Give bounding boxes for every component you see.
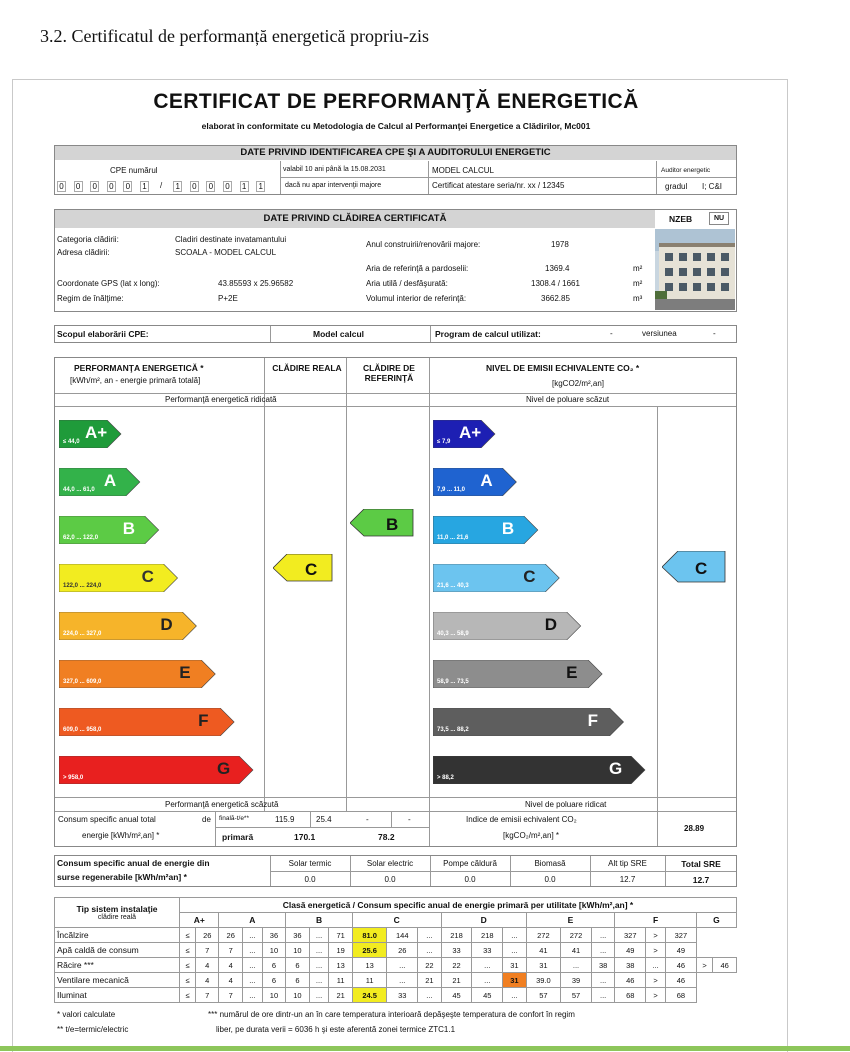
cpe-digit: 0: [206, 181, 215, 192]
system-cell: ≤: [180, 928, 196, 943]
emissions-unit: [kgCO2/m²,an]: [552, 379, 605, 388]
cpe-digit: /: [159, 181, 163, 190]
system-cell: 4: [196, 958, 219, 973]
performance-title: PERFORMANŢA ENERGETICĂ *: [74, 363, 204, 373]
system-row: [55, 928, 737, 943]
system-cell: ...: [418, 928, 441, 943]
useful-area-value: 1308.4 / 1661: [531, 279, 580, 288]
height-label: Regim de înălţime:: [57, 294, 124, 303]
class-letter: D: [160, 615, 173, 634]
class-range: 40,3 ... 58,9: [437, 631, 469, 637]
final-real-thermal: 115.9: [275, 815, 295, 824]
system-cell: ...: [591, 943, 614, 958]
class-letter: A: [480, 471, 493, 490]
system-cell: ...: [561, 958, 592, 973]
building-photo: [655, 229, 735, 310]
scope-box: [54, 325, 737, 343]
system-row: [55, 943, 737, 958]
system-cell: ...: [591, 988, 614, 1003]
final-ref-electric: -: [408, 815, 411, 824]
top-left-label: Performanţă energetică ridicată: [165, 395, 277, 404]
system-cell: 39: [561, 973, 592, 988]
consumption-label-2: energie [kWh/m²,an] *: [82, 831, 160, 840]
energy-class-a: [59, 468, 141, 496]
height-value: P+2E: [218, 294, 238, 303]
system-row: [55, 973, 737, 988]
system-cell: 6: [286, 958, 309, 973]
system-consumption-table: [54, 897, 737, 1003]
class-letter: E: [566, 663, 578, 682]
system-cell: 10: [286, 988, 309, 1003]
system-cell: 21: [418, 973, 441, 988]
cpe-number-label: CPE numărul: [110, 166, 158, 175]
system-cell: ...: [472, 958, 503, 973]
floor-area-unit: m²: [633, 264, 643, 273]
system-name: Răcire ***: [55, 958, 180, 973]
system-cell: 71: [329, 928, 352, 943]
gps-value: 43.85593 x 25.96582: [218, 279, 294, 288]
emission-class-f: [433, 708, 625, 736]
system-cell: 6: [262, 958, 285, 973]
system-cell: >: [646, 973, 666, 988]
system-cell: 327: [665, 928, 696, 943]
renewable-value: 0.0: [544, 875, 556, 884]
cpe-digit: 0: [74, 181, 83, 192]
system-cell: 10: [262, 988, 285, 1003]
class-letter: C: [523, 567, 536, 586]
class-range: 44,0 ... 61,0: [63, 487, 95, 493]
energy-class-f: [59, 708, 235, 736]
system-cell: ...: [242, 928, 262, 943]
year-label: Anul construirii/renovării majore:: [366, 240, 481, 249]
system-cell: 26: [387, 943, 418, 958]
energy-class-b: [59, 516, 160, 544]
cpe-digit: 0: [190, 181, 199, 192]
system-cell: 57: [526, 988, 560, 1003]
class-range: 327,0 ... 609,0: [63, 679, 102, 685]
system-cell: 31: [503, 958, 526, 973]
class-range: 122,0 ... 224,0: [63, 583, 102, 589]
class-letter: A+: [459, 423, 482, 442]
system-cell: 33: [472, 943, 503, 958]
system-cell: ...: [646, 958, 666, 973]
system-cell: 33: [387, 988, 418, 1003]
system-cell: ≤: [180, 988, 196, 1003]
system-cell: 327: [615, 928, 646, 943]
system-cell: 11: [329, 973, 352, 988]
final-real-electric: 25.4: [316, 815, 332, 824]
system-cell: 11: [352, 973, 386, 988]
system-cell: ...: [418, 943, 441, 958]
emission-class-g: [433, 756, 646, 784]
note-thermal-electric: ** t/e=termic/electric: [57, 1025, 129, 1034]
emissions-index-unit: [kgCO₂/m²,an] *: [503, 831, 560, 840]
class-letter: D: [544, 615, 557, 634]
emissions-index-value: 28.89: [684, 824, 705, 833]
renewable-label-1: Consum specific anual de energie din: [57, 858, 210, 868]
system-cell: 46: [615, 973, 646, 988]
system-cell: 33: [441, 943, 472, 958]
real-class-indicator: C: [273, 554, 333, 582]
gps-label: Coordonate GPS (lat x long):: [57, 279, 160, 288]
bottom-left-label: Performanţă energetică scăzută: [165, 800, 279, 809]
auditor-cert: Certificat atestare seria/nr. xx / 12345: [432, 181, 565, 190]
energy-class-aplus: [59, 420, 122, 448]
class-column-header: E: [526, 913, 615, 928]
system-cell: >: [646, 928, 666, 943]
system-cell: ...: [387, 973, 418, 988]
system-cell: ...: [503, 943, 526, 958]
system-cell: 7: [219, 943, 242, 958]
energy-class-d: [59, 612, 197, 640]
system-cell: 13: [329, 958, 352, 973]
system-cell: ...: [242, 958, 262, 973]
system-cell: ≤: [180, 973, 196, 988]
system-cell: >: [696, 958, 713, 973]
system-cell: 41: [526, 943, 560, 958]
volume-value: 3662.85: [541, 294, 570, 303]
auditor-label: Auditor energetic: [661, 167, 711, 174]
renewable-header: Alt tip SRE: [608, 859, 647, 868]
cpe-digit: 0: [57, 181, 66, 192]
system-cell: 144: [387, 928, 418, 943]
class-column-header: A+: [180, 913, 219, 928]
cpe-digit: 0: [90, 181, 99, 192]
system-cell: 31: [526, 958, 560, 973]
system-cell: 81.0: [352, 928, 386, 943]
system-cell: 21: [441, 973, 472, 988]
note-hours-2: liber, pe durata verii = 6036 h şi este aferentă zonei termice ZTC1.1: [216, 1025, 456, 1034]
grade-value: I; C&I: [702, 182, 723, 191]
emissions-index-label: Indice de emisii echivalent CO₂: [466, 815, 577, 824]
system-cell: ...: [387, 958, 418, 973]
energy-class-c: [59, 564, 179, 592]
class-letter: C: [141, 567, 154, 586]
floor-area-label: Aria de referinţă a pardoselii:: [366, 264, 469, 273]
system-cell: 10: [262, 943, 285, 958]
primary-energy-label: primară: [222, 832, 254, 842]
system-cell: 4: [196, 973, 219, 988]
consumption-label: Consum specific anual total: [58, 815, 156, 824]
class-range: 7,9 ... 11,0: [437, 487, 466, 493]
volume-unit: m³: [633, 294, 643, 303]
system-cell: 46: [665, 958, 696, 973]
class-letter: E: [179, 663, 191, 682]
certificate-title: CERTIFICAT DE PERFORMANŢĂ ENERGETICĂ: [153, 90, 639, 113]
system-cell: 45: [472, 988, 503, 1003]
primary-real-value: 170.1: [294, 832, 316, 842]
class-letter: B: [501, 519, 515, 538]
top-right-label: Nivel de poluare scăzut: [526, 395, 610, 404]
system-cell: 36: [286, 928, 309, 943]
class-letter: A+: [85, 423, 108, 442]
class-letter: F: [198, 711, 209, 730]
class-column-header: A: [219, 913, 286, 928]
system-cell: 38: [615, 958, 646, 973]
class-column-header: F: [615, 913, 696, 928]
class-letter: G: [217, 759, 231, 778]
system-cell: 46: [665, 973, 696, 988]
class-range: 58,9 ... 73,5: [437, 679, 469, 685]
system-cell: ...: [309, 973, 329, 988]
renewable-header: Solar electric: [366, 859, 414, 868]
class-range: 73,5 ... 88,2: [437, 727, 469, 733]
system-cell: 38: [591, 958, 614, 973]
primary-ref-value: 78.2: [378, 832, 395, 842]
system-cell: ...: [418, 988, 441, 1003]
system-cell: 4: [219, 973, 242, 988]
system-cell: 13: [352, 958, 386, 973]
class-range: 224,0 ... 327,0: [63, 631, 102, 637]
volume-label: Volumul interior de referinţă:: [366, 294, 467, 303]
class-range: > 958,0: [63, 775, 84, 781]
category-label: Categoria clădirii:: [57, 235, 119, 244]
energy-class-header: Clasă energetică / Consum specific anual de energie primară per utilitate [kWh/m²,an] *: [180, 898, 737, 913]
renewable-header: Solar termic: [288, 859, 332, 868]
system-cell: ...: [242, 943, 262, 958]
certificate-subtitle: elaborat în conformitate cu Metodologia de Calcul al Performanţei Energetice a Clădirilor, Mc001: [201, 121, 591, 131]
system-cell: ...: [242, 988, 262, 1003]
class-column-header: C: [352, 913, 441, 928]
emission-class-indicator: C: [662, 551, 726, 583]
class-letter: F: [587, 711, 598, 730]
scope-label: Scopul elaborării CPE:: [57, 329, 149, 339]
system-cell: 10: [286, 943, 309, 958]
class-column-header: G: [696, 913, 736, 928]
auditor-name: MODEL CALCUL: [432, 166, 494, 175]
class-range: 609,0 ... 958,0: [63, 727, 102, 733]
program-value: -: [610, 329, 613, 338]
note-hours-1: *** numărul de ore dintr-un an în care temperatura interioară depăşeşte temperatura de confort în regim: [208, 1010, 575, 1019]
useful-area-unit: m²: [633, 279, 643, 288]
system-name: Ventilare mecanică: [55, 973, 180, 988]
system-cell: 218: [472, 928, 503, 943]
class-range: 11,0 ... 21,6: [437, 535, 469, 541]
cpe-digit: 1: [173, 181, 182, 192]
system-cell: >: [646, 988, 666, 1003]
system-type-header: Tip sistem instalaţie clădire reală: [55, 898, 180, 928]
cpe-digit: 0: [123, 181, 132, 192]
scope-value: Model calcul: [313, 329, 365, 339]
energy-class-e: [59, 660, 216, 688]
system-name: Iluminat: [55, 988, 180, 1003]
class-column-header: B: [286, 913, 353, 928]
system-cell: ...: [503, 928, 526, 943]
system-cell: 49: [665, 943, 696, 958]
final-energy-label: finală-t/e**: [219, 815, 249, 822]
class-letter: G: [609, 759, 623, 778]
validity-text: valabil 10 ani până la 15.08.2031: [283, 166, 386, 173]
identification-header: DATE PRIVIND IDENTIFICAREA CPE ŞI A AUDITORULUI ENERGETIC: [55, 146, 736, 160]
system-cell: >: [646, 943, 666, 958]
cpe-digit: 1: [240, 181, 249, 192]
system-cell: ...: [309, 988, 329, 1003]
renewable-header: Total SRE: [681, 859, 721, 869]
class-letter: A: [103, 471, 117, 490]
emission-class-aplus: [433, 420, 496, 448]
system-name: Apă caldă de consum: [55, 943, 180, 958]
system-cell: ...: [503, 988, 526, 1003]
real-building-title: CLĂDIRE REALA: [272, 363, 342, 373]
system-cell: 4: [219, 958, 242, 973]
grade-label: gradul: [665, 182, 688, 191]
cpe-digit: 0: [223, 181, 232, 192]
system-cell: 272: [561, 928, 592, 943]
system-cell: ...: [242, 973, 262, 988]
year-value: 1978: [551, 240, 569, 249]
system-cell: 6: [262, 973, 285, 988]
class-range: ≤ 7,9: [437, 439, 451, 445]
system-cell: 218: [441, 928, 472, 943]
address-value: SCOALA - MODEL CALCUL: [175, 248, 277, 257]
system-name: Încălzire: [55, 928, 180, 943]
validity-note: dacă nu apar intervenţii majore: [285, 182, 382, 189]
system-cell: 46: [713, 958, 737, 973]
class-range: > 88,2: [437, 775, 454, 781]
system-cell: 31: [503, 973, 526, 988]
section-heading: 3.2. Certificatul de performanță energetică propriu-zis: [40, 26, 430, 46]
class-range: ≤ 44,0: [63, 439, 80, 445]
version-value: -: [713, 329, 716, 338]
energy-class-g: [59, 756, 254, 784]
renewable-value: 12.7: [619, 875, 636, 884]
system-cell: 57: [561, 988, 592, 1003]
system-cell: 49: [615, 943, 646, 958]
nzeb-value: NU: [709, 212, 729, 225]
system-row: [55, 958, 737, 973]
emission-class-d: [433, 612, 582, 640]
system-cell: 6: [286, 973, 309, 988]
floor-area-value: 1369.4: [545, 264, 570, 273]
system-cell: ≤: [180, 943, 196, 958]
system-cell: ...: [591, 928, 614, 943]
renewable-value: 12.7: [692, 875, 710, 885]
reference-class-indicator: B: [350, 509, 414, 537]
class-range: 21,6 ... 40,3: [437, 583, 469, 589]
system-cell: 45: [441, 988, 472, 1003]
class-range: 62,0 ... 122,0: [63, 535, 99, 541]
useful-area-label: Aria utilă / desfăşurată:: [366, 279, 448, 288]
address-label: Adresa clădirii:: [57, 248, 110, 257]
system-cell: 7: [219, 988, 242, 1003]
system-cell: 39.0: [526, 973, 560, 988]
cpe-digit: 0: [107, 181, 116, 192]
renewable-header: Biomasă: [534, 859, 566, 868]
category-value: Cladiri destinate invatamantului: [175, 235, 287, 244]
system-cell: 272: [526, 928, 560, 943]
class-letter: B: [122, 519, 135, 538]
system-cell: 7: [196, 943, 219, 958]
system-cell: 21: [329, 988, 352, 1003]
final-ref-thermal: -: [366, 815, 369, 824]
nzeb-label: NZEB: [669, 214, 693, 224]
system-cell: 26: [219, 928, 242, 943]
note-calculated: * valori calculate: [57, 1010, 116, 1019]
system-cell: 24.5: [352, 988, 386, 1003]
system-cell: ...: [309, 958, 329, 973]
building-header: DATE PRIVIND CLĂDIREA CERTIFICATĂ: [55, 210, 655, 228]
emission-class-a: [433, 468, 517, 496]
renewable-value: 0.0: [384, 875, 396, 884]
system-row: [55, 988, 737, 1003]
system-cell: 68: [615, 988, 646, 1003]
consumption-label-de: de: [202, 815, 211, 824]
system-cell: ...: [472, 973, 503, 988]
renewable-label-2: surse regenerabile [kWh/m²an] *: [57, 872, 187, 882]
reference-building-title: CLĂDIRE DE REFERINŢĂ: [363, 363, 415, 383]
version-label: versiunea: [642, 329, 677, 338]
system-cell: 41: [561, 943, 592, 958]
system-cell: 36: [262, 928, 285, 943]
system-cell: 19: [329, 943, 352, 958]
system-cell: ≤: [180, 958, 196, 973]
bottom-separator: [0, 1046, 850, 1051]
system-cell: 26: [196, 928, 219, 943]
system-cell: 68: [665, 988, 696, 1003]
emissions-title: NIVEL DE EMISII ECHIVALENTE CO₂ *: [486, 363, 640, 373]
system-cell: ...: [309, 928, 329, 943]
system-cell: ...: [591, 973, 614, 988]
cpe-digit: 1: [256, 181, 265, 192]
system-cell: 7: [196, 988, 219, 1003]
class-column-header: D: [441, 913, 526, 928]
system-cell: 22: [418, 958, 441, 973]
system-cell: 22: [441, 958, 472, 973]
program-label: Program de calcul utilizat:: [435, 329, 541, 339]
emission-class-b: [433, 516, 539, 544]
renewable-value: 0.0: [304, 875, 316, 884]
renewable-value: 0.0: [464, 875, 476, 884]
emission-class-e: [433, 660, 603, 688]
system-cell: 25.6: [352, 943, 386, 958]
emission-class-c: [433, 564, 560, 592]
performance-unit: [kWh/m², an - energie primară totală]: [70, 376, 201, 385]
bottom-right-label: Nivel de poluare ridicat: [525, 800, 607, 809]
renewable-header: Pompe căldură: [443, 859, 497, 868]
system-cell: ...: [309, 943, 329, 958]
cpe-digit: 1: [140, 181, 149, 192]
